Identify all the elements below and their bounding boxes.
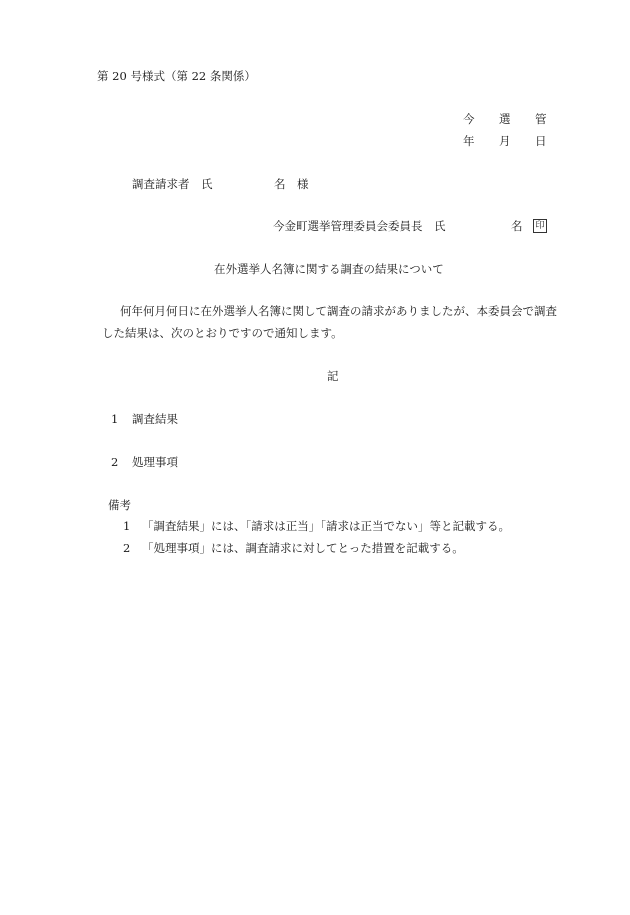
item-number: 1 [111, 412, 119, 426]
form-label: 第 20 号様式（第 22 条関係） [97, 69, 256, 83]
item-number: 2 [111, 455, 119, 469]
doc-number-char-1: 今 [463, 112, 475, 126]
addressee-label: 調査請求者 氏 [132, 177, 213, 191]
note-text: 「調査結果」には、「請求は正当」「請求は正当でない」等と記載する。 [142, 519, 510, 533]
note-number: 2 [123, 541, 131, 555]
date-year: 年 [463, 134, 475, 148]
ki-marker: 記 [327, 369, 339, 383]
note-number: 1 [123, 519, 131, 533]
item-label-survey-result: 調査結果 [132, 412, 178, 426]
notes-heading: 備考 [108, 498, 131, 512]
doc-number-char-3: 管 [535, 112, 547, 126]
body-line-2: した結果は、次のとおりですので通知します。 [102, 326, 343, 340]
item-label-handling: 処理事項 [132, 455, 178, 469]
addressee-name-label: 名 [274, 177, 286, 191]
addressee-honorific: 様 [297, 177, 309, 191]
sender-name-label: 名 [511, 219, 523, 233]
date-month: 月 [499, 134, 511, 148]
sender-title: 今金町選挙管理委員会委員長 氏 [273, 219, 446, 233]
date-day: 日 [535, 134, 547, 148]
body-line-1: 何年何月何日に在外選挙人名簿に関して調査の請求がありましたが、本委員会で調査 [120, 304, 557, 318]
note-text: 「処理事項」には、調査請求に対してとった措置を記載する。 [142, 541, 464, 555]
doc-number-char-2: 選 [499, 112, 511, 126]
subject-title: 在外選挙人名簿に関する調査の結果について [214, 262, 444, 276]
seal-icon: 印 [533, 219, 547, 233]
seal-mark [533, 220, 547, 234]
